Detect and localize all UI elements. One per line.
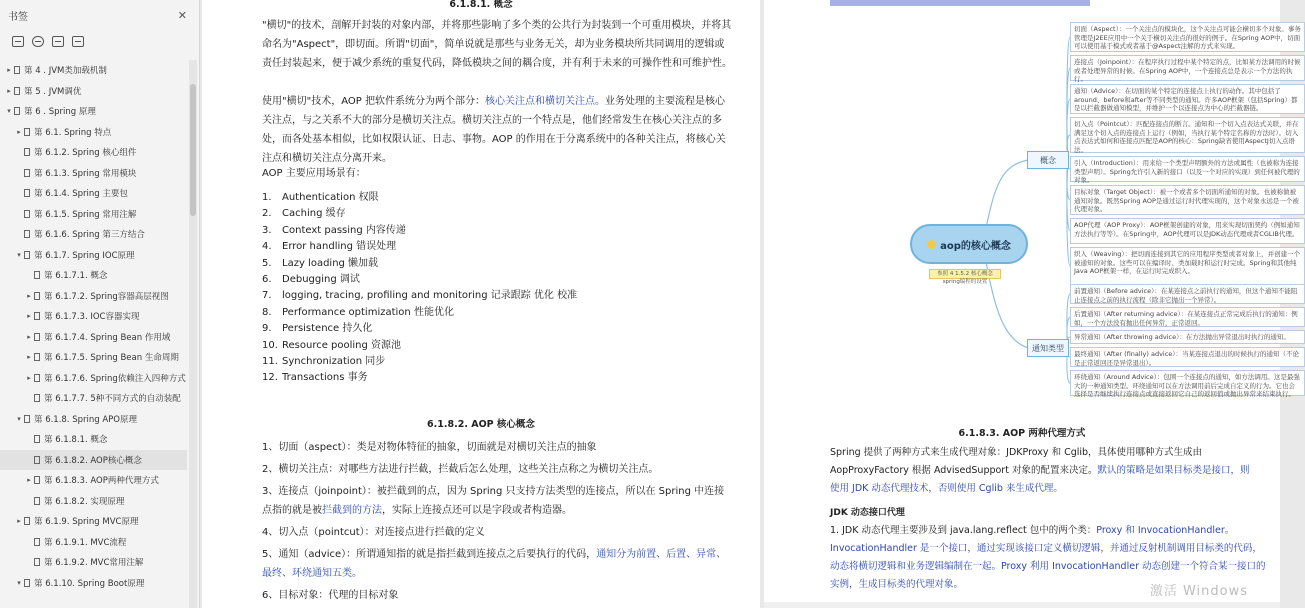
c3-text-b: ，实际上连接点还可以是字段或者构造器。 xyxy=(382,505,572,516)
list-number: 8. xyxy=(262,306,272,318)
sidebar-item-label: 第 6.1.8.1. 概念 xyxy=(44,435,108,446)
list-item xyxy=(262,321,577,337)
mindmap-box: 异常通知（After throwing advice）：在方法抛出异常退出时执行的通知。 xyxy=(1070,330,1305,344)
c3-text-a: 3、连接点（joinpoint）：被拦截到的点，因为 Spring 只支持方法类型的连接点，所以在 Spring 中连接点指的就是被 xyxy=(262,486,725,516)
sidebar-item[interactable] xyxy=(0,327,187,348)
bookmark-icon xyxy=(24,415,30,423)
sidebar-item-label: 第 6.1.8.2. AOP核心概念 xyxy=(44,455,142,466)
chevron-down-icon[interactable]: ▾ xyxy=(17,250,21,259)
list-number: 1. xyxy=(262,192,272,203)
section-heading-6-1-8-3: 6.1.8.3. AOP 两种代理方式 xyxy=(958,428,1086,439)
sidebar-item[interactable] xyxy=(0,122,187,143)
branch-node-advice-types: 通知类型 xyxy=(1027,339,1069,357)
sidebar-item-label: 第 6.1.7.2. Spring容器高层视图 xyxy=(44,291,169,302)
chevron-right-icon[interactable]: ▸ xyxy=(17,127,21,136)
document-page-right xyxy=(764,0,1301,608)
bookmark-icon xyxy=(24,579,30,587)
sidebar-item-label: 第 6.1.10. Spring Boot原理 xyxy=(34,578,145,589)
sidebar-item-label: 第 6.1.5. Spring 常用注解 xyxy=(34,209,137,220)
sidebar-item-label: 第 6.1.7.6. Spring依赖注入四种方式 xyxy=(44,373,186,384)
document-page-left xyxy=(202,0,760,608)
paragraph-aop-intro: "横切"的技术，剖解开封装的对象内部，并将那些影响了多个类的公共行为封装到一个可重用模块，并将其命名为"Aspect"，即切面。所谓"切面"，简单说就是那些与业务无关，却为业务模块所共同调用的逻辑或责任封装起来，便于减少系统的重复代码，降低模块之间的耦合度，并有利于未来的可操作性和可维护性。 xyxy=(262,20,732,69)
list-item xyxy=(262,190,577,206)
list-item xyxy=(262,239,577,255)
list-number: 6. xyxy=(262,274,272,286)
section-heading-6-1-8-1: 6.1.8.1. 概念 xyxy=(449,0,513,10)
sidebar-item[interactable] xyxy=(0,60,187,81)
sidebar-item[interactable] xyxy=(0,429,187,450)
paragraph-core-concerns xyxy=(262,92,732,168)
mindmap-box: 通知（Advice）：在切面的某个特定的连接点上执行的动作。其中包括了around、before和after等不同类型的通知。许多AOP框架（包括Spring）都是以拦截器做通知模型，并维护一个以连接点为中心的拦截器链。 xyxy=(1070,84,1305,114)
sidebar-item-label: 第 6.1.7.1. 概念 xyxy=(44,271,108,282)
p2-text-b: 业务处理的主要流程是核心关注点，与之关系不大的部分是横切关注点。横切关注点的一个特点是，他们经常发生在核心关注点的多处，而各处基本相似，比如权限认证、日志、事物。AOP 的作用在于分离系统中的各种关注点，将核心关注点和横切关注点分离开来。 xyxy=(262,96,726,164)
sidebar-item[interactable] xyxy=(0,163,187,184)
bookmark-icon xyxy=(34,271,40,279)
bookmark-list xyxy=(0,60,187,593)
mindmap-box: 后置通知（After returning advice）：在某连接点正常完成后执行的通知：例如，一个方法没有抛出任何异常，正常返回。 xyxy=(1070,307,1305,327)
bookmark-icon xyxy=(24,169,30,177)
core-concepts xyxy=(262,438,732,608)
list-text: Lazy loading 懒加载 xyxy=(282,257,379,269)
center-node-label: aop的核心概念 xyxy=(940,240,1011,252)
bookmark-icon xyxy=(34,292,40,300)
bookmark-icon xyxy=(34,312,40,320)
list-item xyxy=(262,338,577,354)
sidebar-item-label: 第 6.1.2. Spring 核心组件 xyxy=(34,148,137,159)
bookmark-icon xyxy=(14,66,20,74)
bottom-scrollbar[interactable] xyxy=(764,602,1280,608)
sidebar-item[interactable] xyxy=(0,81,187,102)
bookmark-icon xyxy=(24,148,30,156)
sidebar-item-label: 第 6.1.9.2. MVC常用注解 xyxy=(44,558,144,569)
list-number: 10. xyxy=(262,339,278,351)
mindmap-center-node xyxy=(910,224,1028,264)
bookmark-icon xyxy=(24,189,30,197)
sidebar-item-label: 第 6.1.7.4. Spring Bean 作用域 xyxy=(44,332,171,343)
bookmark-icon xyxy=(24,128,30,136)
bookmark-icon xyxy=(24,251,30,259)
list-item xyxy=(262,370,577,386)
list-item xyxy=(262,223,577,239)
list-item xyxy=(262,272,577,288)
sidebar-item-label: 第 6.1.6. Spring 第三方结合 xyxy=(34,230,145,241)
chevron-down-icon[interactable]: ▾ xyxy=(17,414,21,423)
chevron-right-icon[interactable]: ▸ xyxy=(27,291,31,300)
outline-icon[interactable] xyxy=(12,36,24,47)
list-number: 3. xyxy=(262,224,272,236)
sidebar-item-label: 第 6.1.9.1. MVC流程 xyxy=(44,537,127,548)
sidebar-item[interactable] xyxy=(0,573,187,594)
list-text: Persistence 持久化 xyxy=(282,323,373,335)
bookmark-icon xyxy=(34,476,40,484)
chevron-right-icon[interactable]: ▸ xyxy=(27,353,31,362)
rp2-text: 1. JDK 动态代理主要涉及到 java.lang.reflect 包中的两个类： xyxy=(830,525,1097,536)
list-text: Caching 缓存 xyxy=(282,208,346,220)
sidebar-item[interactable] xyxy=(0,409,187,430)
list-item xyxy=(262,305,577,321)
list-text: logging, tracing, profiling and monitoring 记录跟踪 优化 校准 xyxy=(282,290,578,302)
chevron-right-icon[interactable]: ▸ xyxy=(7,66,11,75)
c5-highlight: 通知分为前置、后置、异常、最终、环绕通知五类。 xyxy=(262,549,727,579)
list-item xyxy=(262,288,577,304)
sidebar-item[interactable] xyxy=(0,368,187,389)
bookmark-icon xyxy=(34,456,40,464)
rp2-highlight: Proxy 和 InvocationHandler。InvocationHandler 是一个接口，通过实现该接口定义横切逻辑，并通过反射机制调用目标类的代码，动态将横切逻辑和业务逻辑编制在一起。Proxy 利用 InvocationHandler 动态创建一个符合某一接口的实例，生成目标类的代理对象。 xyxy=(830,525,1266,590)
list-text: Transactions 事务 xyxy=(282,372,368,384)
concept-pointcut: 4、切入点（pointcut）：对连接点进行拦截的定义 xyxy=(262,527,485,538)
sidebar-item-label: 第 6.1.4. Spring 主要包 xyxy=(34,189,128,200)
bookmark-icon[interactable] xyxy=(72,36,84,47)
sidebar-item[interactable] xyxy=(0,491,187,512)
concept-advice xyxy=(262,545,732,583)
sidebar-item-label: 第 6.1.3. Spring 常用模块 xyxy=(34,168,137,179)
mindmap-box: 切入点（Pointcut）：匹配连接点的断言。通知和一个切入点表达式关联，并在满足这个切入点的连接点上运行（例如，当执行某个特定名称的方法时）。切入点表达式如何和连接点匹配是AOP的核心：Spring缺省使用AspectJ切入点语法。 xyxy=(1070,117,1305,153)
bookmark-icon xyxy=(24,230,30,238)
sidebar-item[interactable] xyxy=(0,183,187,204)
sidebar-item-label: 第 6.1.8. Spring APO原理 xyxy=(34,414,137,425)
sidebar-item-label: 第 6.1.7.7. 5种不同方式的自动装配 xyxy=(44,394,181,405)
list-number: 7. xyxy=(262,290,272,302)
bookmark-icon xyxy=(34,558,40,566)
bookmark-icon xyxy=(34,374,40,382)
lightbulb-icon xyxy=(927,240,936,249)
list-text: Performance optimization 性能优化 xyxy=(282,306,454,318)
chevron-right-icon[interactable]: ▸ xyxy=(27,373,31,382)
list-text: Synchronization 同步 xyxy=(282,356,386,368)
sidebar-item[interactable] xyxy=(0,532,187,553)
mindmap-box: 连接点（Joinpoint）：在程序执行过程中某个特定的点，比如某方法调用的时候或者处理异常的时候。在Spring AOP中，一个连接点总是表示一个方法的执行。 xyxy=(1070,55,1305,81)
mindmap-box: 引入（Introduction）：用来给一个类型声明额外的方法或属性（也被称为连接类型声明）。Spring允许引入新的接口（以及一个对应的实现）到任何被代理的对象。 xyxy=(1070,156,1305,182)
bookmark-icon xyxy=(34,435,40,443)
list-item xyxy=(262,256,577,272)
list-number: 12. xyxy=(262,372,278,384)
chevron-right-icon[interactable]: ▸ xyxy=(27,312,31,321)
sidebar-item-label: 第 6.1.8.2. 实现原理 xyxy=(44,496,125,507)
sidebar-scrollbar[interactable] xyxy=(189,60,197,608)
bookmark-icon xyxy=(24,517,30,525)
concept-crosscutting: 2、横切关注点：对哪些方法进行拦截，拦截后怎么处理，这些关注点称之为横切关注点。 xyxy=(262,464,659,475)
mindmap-box: 前置通知（Before advice）：在某连接点之前执行的通知，但这个通知不能阻止连接点之前的执行流程（除非它抛出一个异常）。 xyxy=(1070,284,1305,304)
c5-text-a: 5、通知（advice）：所谓通知指的就是指拦截到连接点之后要执行的代码， xyxy=(262,549,597,560)
sidebar-toolbar xyxy=(0,30,199,52)
list-number: 11. xyxy=(262,356,278,368)
rp1-highlight: 默认的策略是如果目标类是接口，则使用 JDK 动态代理技术，否则使用 Cglib 来生成代理。 xyxy=(830,465,1250,494)
sidebar-item[interactable] xyxy=(0,286,187,307)
sidebar-item-label: 第 6 . Spring 原理 xyxy=(24,107,96,118)
bookmark-icon xyxy=(34,333,40,341)
p2-highlight: 核心关注点和横切关注点。 xyxy=(484,96,605,107)
sidebar-item[interactable] xyxy=(0,450,187,471)
list-item xyxy=(262,354,577,370)
chevron-down-icon[interactable]: ▾ xyxy=(17,578,21,587)
sidebar-item[interactable] xyxy=(0,511,187,532)
sidebar-item[interactable] xyxy=(0,347,187,368)
p2-text-a: 使用"横切"技术，AOP 把软件系统分为两个部分： xyxy=(262,96,485,107)
list-text: Error handling 错误处理 xyxy=(282,241,397,253)
sidebar-item[interactable] xyxy=(0,552,187,573)
concept-joinpoint xyxy=(262,482,732,520)
bookmark-icon xyxy=(14,107,20,115)
c3-highlight: 拦截到的方法 xyxy=(322,505,382,516)
comment-icon[interactable] xyxy=(32,36,44,47)
branch-node-concepts: 概念 xyxy=(1027,151,1069,169)
list-item xyxy=(262,206,577,222)
sidebar-item[interactable] xyxy=(0,265,187,286)
sidebar-item-label: 第 6.1.8.3. AOP两种代理方式 xyxy=(44,476,159,487)
sidebar-item[interactable] xyxy=(0,470,187,491)
list-text: Context passing 内容传递 xyxy=(282,224,406,236)
bookmark-icon xyxy=(34,538,40,546)
bookmark-sidebar xyxy=(0,0,200,608)
sidebar-item-label: 第 4 . JVM类加载机制 xyxy=(24,66,107,77)
jdk-proxy-heading: JDK 动态接口代理 xyxy=(830,508,905,518)
concept-aspect: 1、切面（aspect）：类是对物体特征的抽象，切面就是对横切关注点的抽象 xyxy=(262,442,597,453)
aop-mindmap xyxy=(834,0,1301,405)
mindmap-box: 切面（Aspect）：一个关注点的模块化，这个关注点可能会横切多个对象。事务管理是J2EE应用中一个关于横切关注点的很好的例子。在Spring AOP中，切面可以使用基于模式或者基于@Aspect注解的方式来实现。 xyxy=(1070,22,1305,52)
bookmark-icon xyxy=(24,210,30,218)
chevron-down-icon[interactable]: ▾ xyxy=(7,107,11,116)
mindmap-box: AOP代理（AOP Proxy）：AOP框架创建的对象，用来实现切面契约（例如通知方法执行等等）。在Spring中，AOP代理可以是JDK动态代理或者CGLIB代理。 xyxy=(1070,218,1305,244)
sidebar-item[interactable] xyxy=(0,306,187,327)
sidebar-item[interactable] xyxy=(0,204,187,225)
list-text: Resource pooling 资源池 xyxy=(282,339,402,351)
sidebar-item-label: 第 6.1.7. Spring IOC原理 xyxy=(34,250,135,261)
chevron-right-icon[interactable]: ▸ xyxy=(7,86,11,95)
list-number: 5. xyxy=(262,257,272,269)
scenario-list xyxy=(262,190,577,387)
rp1-text: Spring 提供了两种方式来生成代理对象：JDKProxy 和 Cglib，具体使用哪种方式生成由 AopProxyFactory 根据 AdvisedSupport 对象的配置来决定。 xyxy=(830,447,1203,476)
sidebar-item-label: 第 6.1.7.3. IOC容器实现 xyxy=(44,312,140,323)
sidebar-item-label: 第 6.1. Spring 特点 xyxy=(34,127,112,138)
close-icon[interactable]: ✕ xyxy=(177,8,187,22)
bookmark-icon xyxy=(34,353,40,361)
list-number: 9. xyxy=(262,323,272,335)
list-text: Authentication 权限 xyxy=(282,192,379,203)
list-text: Debugging 调试 xyxy=(282,274,360,286)
bookmark-icon xyxy=(34,497,40,505)
sidebar-item[interactable] xyxy=(0,224,187,245)
connector-branch2 xyxy=(984,250,1028,348)
sidebar-item[interactable] xyxy=(0,388,187,409)
bookmark-icon xyxy=(14,87,20,95)
mindmap-box: 目标对象（Target Object）：被一个或者多个切面所通知的对象。也被称做被通知对象。既然Spring AOP是通过运行时代理实现的，这个对象永远是一个被代理对象。 xyxy=(1070,185,1305,215)
sidebar-header xyxy=(0,0,199,30)
chevron-right-icon[interactable]: ▸ xyxy=(17,517,21,526)
chevron-right-icon[interactable]: ▸ xyxy=(27,332,31,341)
sidebar-item-label: 第 6.1.9. Spring MVC原理 xyxy=(34,517,139,528)
sidebar-item-label: 第 6.1.7.5. Spring Bean 生命周期 xyxy=(44,353,179,364)
concept-target: 6、目标对象：代理的目标对象 xyxy=(262,590,399,601)
chevron-right-icon[interactable]: ▸ xyxy=(27,476,31,485)
sidebar-item[interactable] xyxy=(0,142,187,163)
sidebar-item-label: 第 5 . JVM调优 xyxy=(24,86,82,97)
mindmap-note: 参照 4 1.5.2 核心概念 spring编程的设置 xyxy=(929,269,1001,279)
paragraph-proxy-intro xyxy=(830,444,1256,498)
bookmark-add-icon[interactable] xyxy=(52,36,64,47)
activate-windows-watermark: 激活 Windows xyxy=(1149,584,1248,599)
mindmap-box: 环绕通知（Around Advice）：包围一个连接点的通知，如方法调用。这是最强大的一种通知类型。环绕通知可以在方法调用前后完成自定义的行为。它也会选择是否继续执行连接点或直接返回它自己的返回值或抛出异常来结束执行。 xyxy=(1070,370,1305,396)
sidebar-item[interactable] xyxy=(0,245,187,266)
section-heading-6-1-8-2: 6.1.8.2. AOP 核心概念 xyxy=(427,419,535,430)
sidebar-title: 书签 xyxy=(8,11,28,23)
sidebar-item[interactable] xyxy=(0,101,187,122)
bookmark-icon xyxy=(34,394,40,402)
list-number: 2. xyxy=(262,208,272,220)
sidebar-scroll-thumb[interactable] xyxy=(190,84,196,216)
list-number: 4. xyxy=(262,241,272,253)
mindmap-box: 织入（Weaving）：把切面连接到其它的应用程序类型或者对象上，并创建一个被通知的对象。这些可以在编译时、类加载时和运行时完成。Spring和其他纯Java AOP框架一样，在运行时完成织入。 xyxy=(1070,247,1305,285)
scenario-list-title: AOP 主要应用场景有： xyxy=(262,168,366,179)
mindmap-box: 最终通知（After (finally) advice）：当某连接点退出的时候执行的通知（不论是正常返回还是异常退出）。 xyxy=(1070,347,1305,367)
